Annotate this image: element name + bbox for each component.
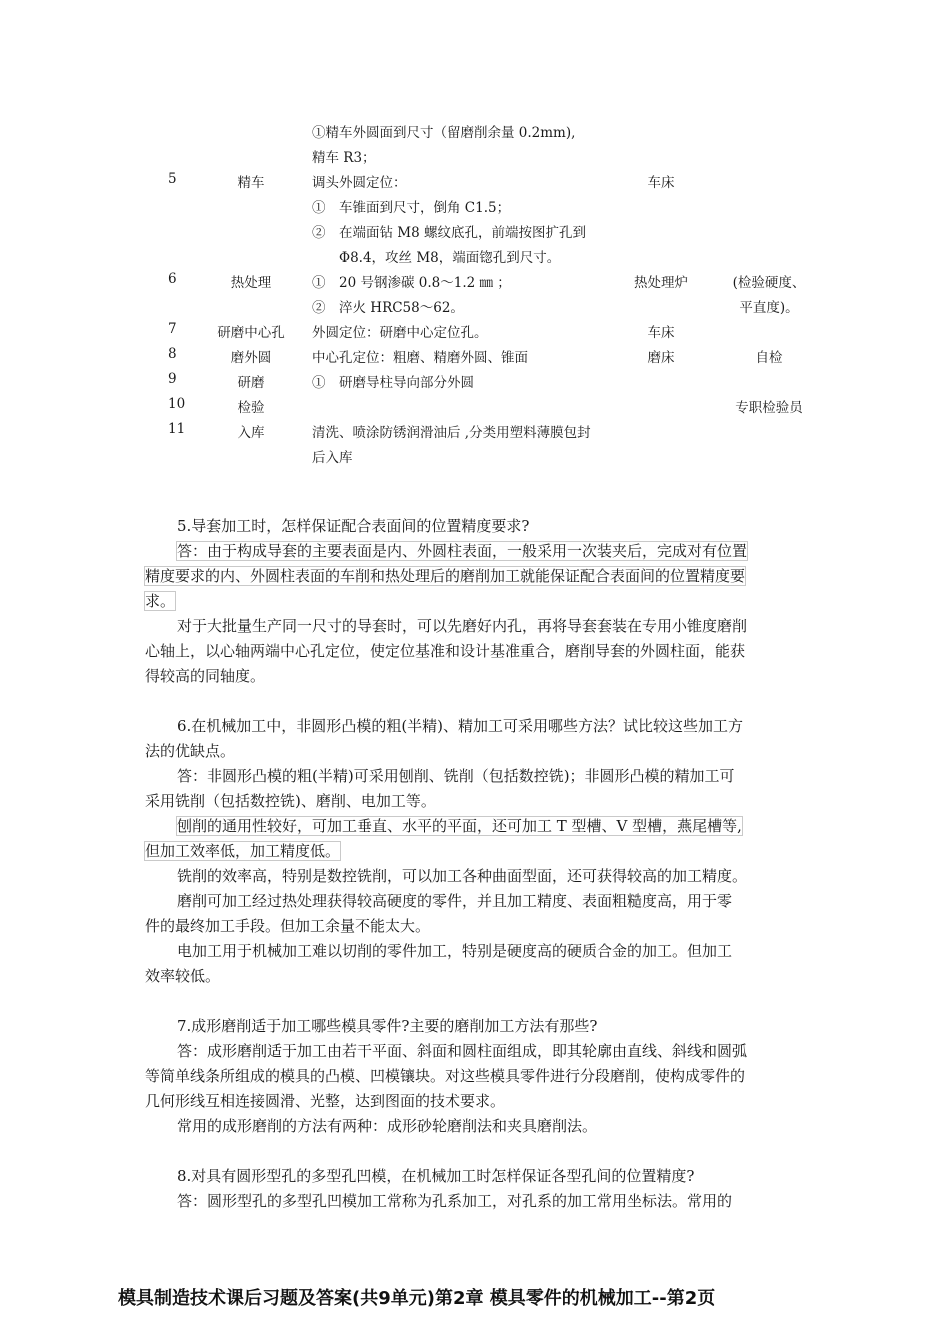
table-continuation-line: ①精车外圆面到尺寸（留磨削余量 0.2mm), (312, 125, 576, 141)
answer-line: 答：圆形型孔的多型孔凹模加工常称为孔系加工，对孔系的加工常用坐标法。常用的 (177, 1192, 733, 1210)
equipment: 车床 (647, 175, 675, 191)
answer-line: 几何形线互相连接圆滑、光整，达到图面的技术要求。 (145, 1092, 506, 1110)
answer-line (145, 589, 807, 614)
question-heading: 法的优缺点。 (145, 742, 236, 760)
answer-line: 答：非圆形凸模的粗(半精)可采用刨削、铣削（包括数控铣)；非圆形凸模的精加工可 (177, 767, 735, 785)
process-name: 热处理 (230, 275, 272, 291)
answer-line (145, 564, 807, 589)
answer-line: 采用铣削（包括数控铣)、磨削、电加工等。 (145, 792, 436, 810)
equipment: 热处理炉 (634, 275, 688, 291)
question-heading: 6.在机械加工中，非圆形凸模的粗(半精)、精加工可采用哪些方法？试比较这些加工方 (177, 717, 744, 735)
process-name: 磨外圆 (230, 350, 272, 366)
question-heading: 7.成形磨削适于加工哪些模具零件?主要的磨削加工方法有那些? (177, 1017, 598, 1035)
process-content: ① 20 号钢渗碳 0.8～1.2 ㎜ ； (312, 275, 511, 291)
remark: 专职检验员 (735, 400, 803, 416)
process-content: 清洗、喷涂防锈润滑油后 ,分类用塑料薄膜包封 (312, 425, 591, 441)
table-continuation-line: 精车 R3； (312, 150, 376, 166)
paragraph-line: 磨削可加工经过热处理获得较高硬度的零件，并且加工精度、表面粗糙度高，用于零 (177, 892, 733, 910)
answer-line (145, 539, 807, 564)
process-content: ① 车锥面到尺寸，倒角 C1.5； (312, 200, 511, 216)
answer-line: 答：成形磨削适于加工由若干平面、斜面和圆柱面组成，即其轮廓由直线、斜线和圆弧 (177, 1042, 748, 1060)
annotation-box: 答：由于构成导套的主要表面是内、外圆柱表面，一般采用一次装夹后，完成对有位置 (177, 542, 748, 560)
paragraph-line: 对于大批量生产同一尺寸的导套时，可以先磨好内孔，再将导套套装在专用小锥度磨削 (177, 617, 748, 635)
paragraph-line: 常用的成形磨削的方法有两种：成形砂轮磨削法和夹具磨削法。 (177, 1117, 598, 1135)
question-heading: 5.导套加工时，怎样保证配合表面间的位置精度要求? (177, 517, 530, 535)
process-content: Φ8.4，攻丝 M8，端面锪孔到尺寸。 (312, 250, 561, 266)
question-heading: 8.对具有圆形型孔的多型孔凹模，在机械加工时怎样保证各型孔间的位置精度? (177, 1167, 695, 1185)
process-content: 调头外圆定位： (312, 175, 407, 191)
remark: (检验硬度、 (732, 275, 806, 291)
paragraph-line (145, 839, 807, 864)
page-footer: 模具制造技术课后习题及答案(共9单元)第2章 模具零件的机械加工--第2页 (118, 1288, 716, 1309)
remark: 平直度)。 (739, 300, 799, 316)
process-name: 检验 (237, 400, 265, 416)
equipment: 磨床 (647, 350, 675, 366)
process-content: 后入库 (312, 450, 353, 466)
process-content: 外圆定位：研磨中心定位孔。 (312, 325, 488, 341)
remark: 自检 (755, 350, 783, 366)
annotation-box: 求。 (145, 592, 176, 610)
annotation-box: 精度要求的内、外圆柱表面的车削和热处理后的磨削加工就能保证配合表面间的位置精度要 (145, 567, 746, 585)
process-content: 中心孔定位：粗磨、精磨外圆、锥面 (312, 350, 528, 366)
process-name: 研磨中心孔 (217, 325, 285, 341)
annotation-box: 刨削的通用性较好，可加工垂直、水平的平面，还可加工 T 型槽、V 型槽，燕尾槽等, (177, 817, 742, 835)
process-name: 入库 (237, 425, 265, 441)
paragraph-line: 电加工用于机械加工难以切削的零件加工，特别是硬度高的硬质合金的加工。但加工 (177, 942, 733, 960)
paragraph-line: 心轴上，以心轴两端中心孔定位，使定位基准和设计基准重合，磨削导套的外圆柱面，能获 (145, 642, 746, 660)
process-name: 研磨 (237, 375, 265, 391)
equipment: 车床 (647, 325, 675, 341)
answer-line: 等简单线条所组成的模具的凸模、凹模镶块。对这些模具零件进行分段磨削，使构成零件的 (145, 1067, 746, 1085)
process-name: 精车 (237, 175, 265, 191)
process-content: ② 淬火 HRC58～62。 (312, 300, 464, 316)
paragraph-line (145, 814, 807, 839)
paragraph-line: 效率较低。 (145, 967, 221, 985)
paragraph-line: 得较高的同轴度。 (145, 667, 266, 685)
paragraph-line: 铣削的效率高，特别是数控铣削，可以加工各种曲面型面，还可获得较高的加工精度。 (177, 867, 748, 885)
process-content: ② 在端面钻 M8 螺纹底孔，前端按图扩孔到 (312, 225, 586, 241)
paragraph-line: 件的最终加工手段。但加工余量不能太大。 (145, 917, 431, 935)
process-content: ① 研磨导柱导向部分外圆 (312, 375, 474, 391)
annotation-box: 但加工效率低，加工精度低。 (145, 842, 341, 860)
